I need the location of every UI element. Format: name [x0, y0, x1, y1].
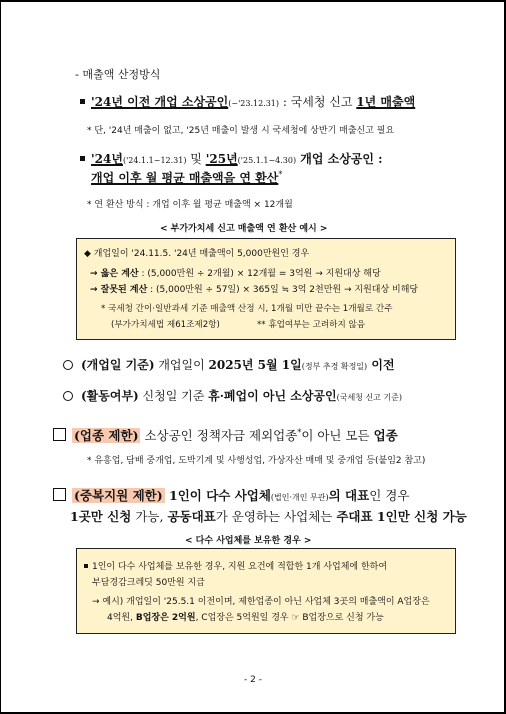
example1-note-a: * 국세청 간이·일반과세 기준 매출액 산정 시, 1개월 미만 끝수는 1개월로 간주	[101, 304, 393, 314]
item-active-status: (활동여부) 신청일 기준 휴·폐업이 아닌 소상공인(국세청 신고 기준)	[63, 387, 402, 404]
circle-bullet-icon	[63, 360, 73, 370]
item-opening-date: (개업일 기준) 개업일이 2025년 5월 1일(정부 추경 확정일) 이전	[63, 356, 395, 373]
circle-bullet-icon	[63, 391, 73, 401]
bullet-square-icon	[80, 156, 85, 161]
note-sales-report: * 단, '24년 매출이 없고, '25년 매출이 발생 시 국세청에 상반기 매출신고 필요	[87, 126, 395, 136]
example1-note-b: (부가가치세법 제61조제2항)	[111, 320, 220, 330]
example2-line4: 4억원, B업장은 2억원, C업장은 5억원일 경우 ☞ B업장으로 신청 가능	[107, 613, 384, 623]
example2-line3: → 예시) 개업일이 '25.5.1 이전이며, 제한업종이 아닌 사업체 3곳의 매출액이 A업장은	[92, 597, 430, 607]
section-title: - 매출액 산정방식	[75, 68, 161, 81]
example2-title: < 다수 사업체를 보유한 경우 >	[185, 536, 312, 546]
note-excluded-industries: * 유흥업, 담배 중개업, 도박기계 및 사행성업, 가상자산 매매 및 중개업 등(붙임2 참고)	[87, 456, 426, 466]
document-page	[1, 2, 504, 712]
restriction-industry: (업종 제한) 소상공인 정책자금 제외업종*이 아닌 모든 업종	[53, 426, 398, 444]
example1-wrong-calc: → 잘못된 계산 : (5,000만원 ÷ 57일) × 365일 ≒ 3억 2천만원 → 지원대상 비해당	[90, 285, 419, 295]
bullet-pre2024: '24년 이전 개업 소상공인(~'23.12.31) : 국세청 신고 1년 매출액	[80, 93, 415, 110]
example1-title: < 부가가치세 신고 매출액 연 환산 예시 >	[160, 224, 328, 234]
example1-box	[76, 238, 456, 340]
bullet-2024-2025-line2: 개업 이후 월 평균 매출액을 연 환산*	[91, 170, 283, 185]
restriction-duplicate-line2: 1곳만 신청 가능, 공동대표가 운영하는 사업체는 주대표 1인만 신청 가능	[70, 509, 467, 524]
page-number: - 2 -	[244, 675, 262, 685]
example2-box	[76, 548, 456, 634]
example1-note-c: ** 휴업여부는 고려하지 않음	[257, 320, 366, 330]
note-annualization: * 연 환산 방식 : 개업 이후 월 평균 매출액 × 12개월	[87, 200, 293, 210]
bullet-2024-2025-line1: '24년('24.1.1~12.31) 및 '25년('25.1.1~4.30) 개업 소상공인 :	[80, 150, 383, 167]
example1-head: ◆ 개업일이 '24.11.5. '24년 매출액이 5,000만원인 경우	[84, 249, 310, 259]
checkbox-square-icon	[53, 488, 66, 501]
example2-line1: 1인이 다수 사업체를 보유한 경우, 지원 요건에 적합한 1개 사업체에 한하여	[84, 559, 387, 572]
example1-correct-calc: → 옳은 계산 : (5,000만원 ÷ 2개월) × 12개월 = 3억원 → 지원대상 해당	[90, 269, 381, 279]
example2-line2: 부담경감크레딧 50만원 지급	[92, 578, 205, 588]
bullet-square-icon	[84, 564, 88, 568]
restriction-duplicate-line1: (중복지원 제한) 1인이 다수 사업체(법인·개인 무관)의 대표인 경우	[53, 486, 409, 504]
bullet-square-icon	[80, 99, 85, 104]
checkbox-square-icon	[53, 428, 66, 441]
